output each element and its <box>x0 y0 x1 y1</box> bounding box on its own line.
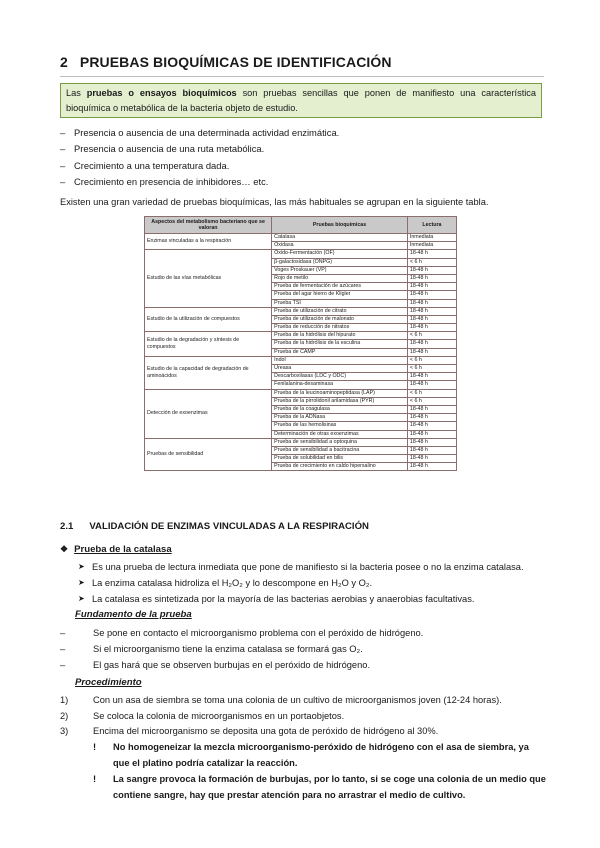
reading-cell: 18-48 h <box>407 315 456 323</box>
list-item: 2) Se coloca la colonia de microorganismos en un portaobjetos. <box>60 710 345 721</box>
warnings-list <box>91 740 546 804</box>
table-row <box>145 389 457 397</box>
fundamento-list <box>60 626 540 673</box>
reading-cell: Inmediata <box>407 234 456 242</box>
reading-cell: 18-48 h <box>407 348 456 356</box>
aspect-cell: Estudio de la utilización de compuestos <box>145 307 272 332</box>
test-cell: Prueba de la hidrólisis de la esculina <box>272 340 408 348</box>
list-item: – Si el microorganismo tiene la enzima catalasa se formará gas O₂. <box>60 643 363 654</box>
reading-cell: 18-48 h <box>407 291 456 299</box>
heading-rule <box>60 76 544 77</box>
arrow-bullet-icon: ➤ <box>78 562 85 571</box>
definition-post: son pruebas sencillas que ponen de manifiesto una característica bioquímica o metabólica de la bacteria objeto de estudio. <box>66 88 536 113</box>
exclamation-icon: ! <box>93 774 97 785</box>
biochem-table <box>144 216 457 471</box>
test-cell: Prueba del agar hierro de Kligler <box>272 291 408 299</box>
definition-box <box>60 83 542 118</box>
test-cell: Indol <box>272 356 408 364</box>
header-aspect: Aspectos del metabolismo bacteriano que se valoran <box>145 217 272 234</box>
list-item: – Se pone en contacto el microorganismo problema con el peróxido de hidrógeno. <box>60 628 424 638</box>
aspect-cell: Estudio de la degradación y síntesis de compuestos <box>145 332 272 357</box>
catalasa-heading: ❖ Prueba de la catalasa <box>60 544 172 555</box>
test-cell: Prueba de sensibilidad a optoquina <box>272 438 408 446</box>
catalasa-points <box>78 559 548 607</box>
test-cell: β-galactosidasa (ONPG) <box>272 258 408 266</box>
reading-cell: 18-48 h <box>407 324 456 332</box>
aspect-cell: Detección de exoenzimas <box>145 389 272 438</box>
list-item: – Presencia o ausencia de una ruta metabólica. <box>60 143 265 155</box>
aspect-cell: Enzimas vinculadas a la respiración <box>145 234 272 250</box>
test-cell: Rojo de metilo <box>272 274 408 282</box>
list-item: – Crecimiento a una temperatura dada. <box>60 159 230 171</box>
warning-item: ! No homogeneizar la mezcla microorganismo-peróxido de hidrógeno con el asa de siembra, ya que el platino podría catalizar la reacción. <box>93 742 529 768</box>
definition-term: pruebas o ensayos bioquímicos <box>86 88 237 98</box>
subsection-title: VALIDACIÓN DE ENZIMAS VINCULADAS A LA RESPIRACIÓN <box>89 521 369 532</box>
list-item: 3) Encima del microorganismo se deposita una gota de peróxido de hidrógeno al 30%. <box>60 726 439 737</box>
list-item: ➤ La enzima catalasa hidroliza el H₂O₂ y lo descompone en H₂O y O₂. <box>78 575 548 591</box>
subsection-heading <box>60 521 369 532</box>
table-row <box>145 438 457 446</box>
list-item: – Presencia o ausencia de una determinada actividad enzimática. <box>60 127 340 138</box>
subsection-number: 2.1 <box>60 521 74 532</box>
aspect-cell: Estudio de la capacidad de degradación de aminoácidos <box>145 356 272 389</box>
table-row <box>145 234 457 242</box>
reading-cell: < 6 h <box>407 365 456 373</box>
test-cell: Prueba TSI <box>272 299 408 307</box>
reading-cell: 18-48 h <box>407 414 456 422</box>
header-tests: Pruebas bioquímicas <box>272 217 408 234</box>
reading-cell: 18-48 h <box>407 422 456 430</box>
reading-cell: 18-48 h <box>407 266 456 274</box>
test-cell: Fenilalanina-desaminasa <box>272 381 408 389</box>
fundamento-heading: Fundamento de la prueba <box>75 609 192 620</box>
reading-cell: Inmediata <box>407 242 456 250</box>
arrow-bullet-icon: ➤ <box>78 578 85 587</box>
test-cell: Prueba de sensibilidad a bacitracina <box>272 446 408 454</box>
table-row <box>145 307 457 315</box>
test-cell: Prueba de la leucinoaminopeptidasa (LAP) <box>272 389 408 397</box>
aspect-cell: Estudio de las vías metabólicas <box>145 250 272 307</box>
procedimiento-heading: Procedimiento <box>75 677 142 688</box>
reading-cell: 18-48 h <box>407 307 456 315</box>
list-item: ➤ Es una prueba de lectura inmediata que pone de manifiesto si la bacteria posee o no la enzima catalasa. <box>78 559 548 575</box>
test-cell: Oxidasa <box>272 242 408 250</box>
reading-cell: 18-48 h <box>407 373 456 381</box>
reading-cell: 18-48 h <box>407 455 456 463</box>
reading-cell: 18-48 h <box>407 430 456 438</box>
warning-item: ! La sangre provoca la formación de burbujas, por lo tanto, si se coge una colonia de un medio que contiene sangre, hay que prestar atención para no arrastrar el medio de cultivo. <box>93 774 546 800</box>
test-cell: Determinación de otras exoenzimas <box>272 430 408 438</box>
reading-cell: < 6 h <box>407 389 456 397</box>
reading-cell: 18-48 h <box>407 340 456 348</box>
test-cell: Prueba de solubilidad en bilis <box>272 455 408 463</box>
test-cell: Descarboxilasas (LDC y ODC) <box>272 373 408 381</box>
test-cell: Prueba de las hemolisinas <box>272 422 408 430</box>
list-item: 1) Con un asa de siembra se toma una colonia de un cultivo de microorganismos joven (12-24 horas). <box>60 695 502 705</box>
test-cell: Prueba de CAMP <box>272 348 408 356</box>
characteristics-list <box>60 125 540 191</box>
reading-cell: 18-48 h <box>407 463 456 471</box>
table-header-row <box>145 217 457 234</box>
section-title: PRUEBAS BIOQUÍMICAS DE IDENTIFICACIÓN <box>79 54 392 70</box>
test-cell: Prueba de la hidrólisis del hipurato <box>272 332 408 340</box>
table-row <box>145 332 457 340</box>
test-cell: Prueba de utilización de malonato <box>272 315 408 323</box>
reading-cell: 18-48 h <box>407 274 456 282</box>
section-heading <box>60 54 392 70</box>
reading-cell: 18-48 h <box>407 438 456 446</box>
reading-cell: 18-48 h <box>407 250 456 258</box>
test-cell: Prueba de crecimiento en caldo hipersalino <box>272 463 408 471</box>
diamond-bullet-icon: ❖ <box>60 544 69 554</box>
reading-cell: < 6 h <box>407 258 456 266</box>
header-reading: Lectura <box>407 217 456 234</box>
list-item: – El gas hará que se observen burbujas en el peróxido de hidrógeno. <box>60 659 371 670</box>
list-item: ➤ La catalasa es sintetizada por la mayoría de las bacterias aerobias y anaerobias facultativas. <box>78 591 548 607</box>
test-cell: Voges Proskauer (VP) <box>272 266 408 274</box>
table-row <box>145 356 457 364</box>
reading-cell: < 6 h <box>407 397 456 405</box>
reading-cell: < 6 h <box>407 356 456 364</box>
reading-cell: 18-48 h <box>407 299 456 307</box>
test-cell: Prueba de fermentación de azúcares <box>272 283 408 291</box>
reading-cell: 18-48 h <box>407 381 456 389</box>
reading-cell: 18-48 h <box>407 446 456 454</box>
section-number: 2 <box>60 54 68 70</box>
reading-cell: 18-48 h <box>407 283 456 291</box>
test-cell: Ureasa <box>272 365 408 373</box>
table-intro: Existen una gran variedad de pruebas bioquímicas, las más habituales se agrupan en la siguiente tabla. <box>60 197 489 207</box>
exclamation-icon: ! <box>93 742 97 752</box>
definition-pre: Las <box>66 88 87 98</box>
reading-cell: 18-48 h <box>407 405 456 413</box>
test-cell: Óxido-Fermentación (OF) <box>272 250 408 258</box>
procedimiento-steps <box>60 693 545 740</box>
arrow-bullet-icon: ➤ <box>78 594 85 603</box>
table-row <box>145 250 457 258</box>
test-cell: Catalasa <box>272 234 408 242</box>
list-item: – Crecimiento en presencia de inhibidores… etc. <box>60 176 269 188</box>
test-cell: Prueba de reducción de nitratos <box>272 324 408 332</box>
test-cell: Prueba de la pirrolidonil arilamidasa (PYR) <box>272 397 408 405</box>
reading-cell: < 6 h <box>407 332 456 340</box>
test-cell: Prueba de utilización de citrato <box>272 307 408 315</box>
test-cell: Prueba de la coagulasa <box>272 405 408 413</box>
test-cell: Prueba de la ADNasa <box>272 414 408 422</box>
aspect-cell: Pruebas de sensibilidad <box>145 438 272 471</box>
